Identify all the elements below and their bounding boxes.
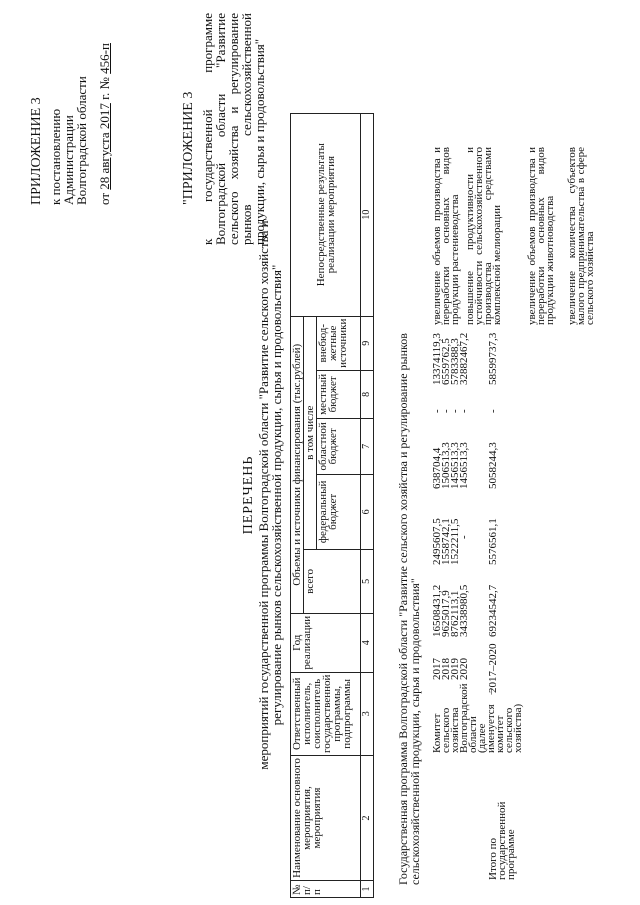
offbudget-cell: 5783388,3 bbox=[449, 338, 461, 385]
regional-cell: 1456513,3 bbox=[458, 442, 470, 489]
total-row-regional: 5058244,3 bbox=[487, 442, 499, 489]
year-cell: 2020 bbox=[458, 658, 470, 680]
local-cell: - bbox=[449, 409, 461, 413]
appendix-date: от 28 августа 2017 г. № 456-п bbox=[97, 43, 112, 205]
col-num: 10 bbox=[361, 113, 374, 316]
appendix-header bbox=[30, 15, 111, 205]
appendix-quote-title: "ПРИЛОЖЕНИЕ 3 bbox=[181, 91, 196, 205]
regional-column bbox=[433, 442, 469, 489]
section-title: Государственная программа Волгоградской области "Развитие сельского хозяйства и регулирование рынков сельскохозяйственной продукции, сырья и продовольствия" bbox=[396, 333, 422, 885]
appendix-quote-text: к государственной программе Волгоградской области "Развитие сельского хозяйства и регулирование рынков сельскохозяйственной продукции, сырья и продовольствия" bbox=[200, 13, 267, 245]
offbudget-cell: 32882467,2 bbox=[458, 332, 470, 385]
number-value: 456-п bbox=[97, 43, 112, 74]
header-including: в том числе bbox=[304, 316, 317, 549]
regional-cell: 1456513,3 bbox=[449, 442, 461, 489]
header-year: Год реализации bbox=[291, 613, 361, 672]
header-regional: областной бюджет bbox=[317, 418, 361, 474]
col-num: 2 bbox=[361, 756, 374, 881]
offbudget-column bbox=[433, 333, 469, 385]
total-row-offbudget: 58599737,3 bbox=[487, 332, 499, 385]
regional-cell: 638704,4 bbox=[431, 447, 443, 489]
col-num: 8 bbox=[361, 370, 374, 418]
header-offbudget: внебюд-жетные источники bbox=[317, 316, 361, 370]
local-cell: - bbox=[458, 409, 470, 413]
total-cell: 16508431,2 bbox=[431, 584, 443, 637]
total-column bbox=[433, 585, 469, 637]
federal-cell: 1522211,5 bbox=[449, 518, 461, 565]
col-num: 1 bbox=[361, 881, 374, 898]
header-local: местный бюджет bbox=[317, 370, 361, 418]
appendix-line-1: к постановлению bbox=[48, 108, 63, 205]
total-cell: 34338980,5 bbox=[458, 584, 470, 637]
total-row-years: 2017–2020 bbox=[487, 643, 499, 693]
local-cell: - bbox=[440, 409, 452, 413]
measures-table bbox=[290, 113, 374, 898]
total-cell: 8762113,1 bbox=[449, 590, 461, 637]
col-num: 3 bbox=[361, 672, 374, 755]
local-column bbox=[433, 409, 469, 413]
header-num: № п/п bbox=[291, 881, 361, 898]
col-num: 7 bbox=[361, 418, 374, 474]
federal-cell: 2495607,5 bbox=[431, 518, 443, 565]
title-sub: мероприятий государственной программы Волгоградской области "Развитие сельского хозяйства и регулирование рынков сельскохозяйственной продукции, сырья и продовольствия" bbox=[256, 220, 284, 770]
col-num: 5 bbox=[361, 549, 374, 613]
total-cell: 9625017,9 bbox=[440, 590, 452, 637]
document-title bbox=[242, 195, 283, 795]
year-cell: 2017 bbox=[431, 658, 443, 680]
years-column bbox=[433, 658, 469, 680]
header-executor: Ответственный исполнитель, соисполнитель государственной программы, подпрограммы bbox=[291, 672, 361, 755]
header-volume: Объемы и источники финансирования (тыс.рублей) bbox=[291, 316, 304, 613]
result-1: увеличение объемов производства и переработки основных видов продукции растениеводства bbox=[431, 147, 461, 325]
local-cell: - bbox=[431, 409, 443, 413]
col-num: 6 bbox=[361, 474, 374, 549]
date-value: 28 августа 2017 bbox=[97, 103, 112, 190]
header-results: Непосредственные результаты реализации мероприятия bbox=[291, 113, 361, 316]
federal-column bbox=[433, 518, 469, 565]
appendix-line-2: Администрации bbox=[61, 115, 76, 205]
federal-cell: - bbox=[458, 535, 470, 539]
regional-cell: 1506513,3 bbox=[440, 442, 452, 489]
total-row-local: - bbox=[487, 409, 499, 413]
total-row-federal: 5576561,1 bbox=[487, 518, 499, 565]
appendix-title: ПРИЛОЖЕНИЕ 3 bbox=[29, 97, 44, 205]
appendix-line-3: Волгоградской области bbox=[74, 76, 89, 205]
offbudget-cell: 13374119,3 bbox=[431, 333, 443, 385]
offbudget-cell: 6559762,5 bbox=[440, 338, 452, 385]
result-3: увеличение объемов производства и переработки основных видов продукции животноводства bbox=[526, 147, 556, 325]
executor-text: Комитет сельского хозяйства Волгоградской области (далее именуется – комитет сельского хозяйства) bbox=[431, 683, 524, 753]
header-total: всего bbox=[304, 549, 361, 613]
total-row-total: 69234542,7 bbox=[487, 584, 499, 637]
total-row-label: Итого по государственной программе bbox=[487, 801, 517, 880]
col-num: 4 bbox=[361, 613, 374, 672]
title-main: ПЕРЕЧЕНЬ bbox=[241, 455, 256, 535]
federal-cell: 1558742,1 bbox=[440, 518, 452, 565]
header-name: Наименование основного мероприятия, мероприятия bbox=[291, 756, 361, 881]
column-numbers-row bbox=[361, 113, 374, 897]
result-4: увеличение количества субъектов малого предпринимательства в сфере сельского хозяйства bbox=[566, 147, 596, 325]
year-cell: 2018 bbox=[440, 658, 452, 680]
result-2: повышение продуктивности и устойчивости сельскохозяйственного производства средствами комплексной мелиорации bbox=[464, 147, 503, 325]
col-num: 9 bbox=[361, 316, 374, 370]
header-federal: федеральный бюджет bbox=[317, 474, 361, 549]
year-cell: 2019 bbox=[449, 658, 461, 680]
